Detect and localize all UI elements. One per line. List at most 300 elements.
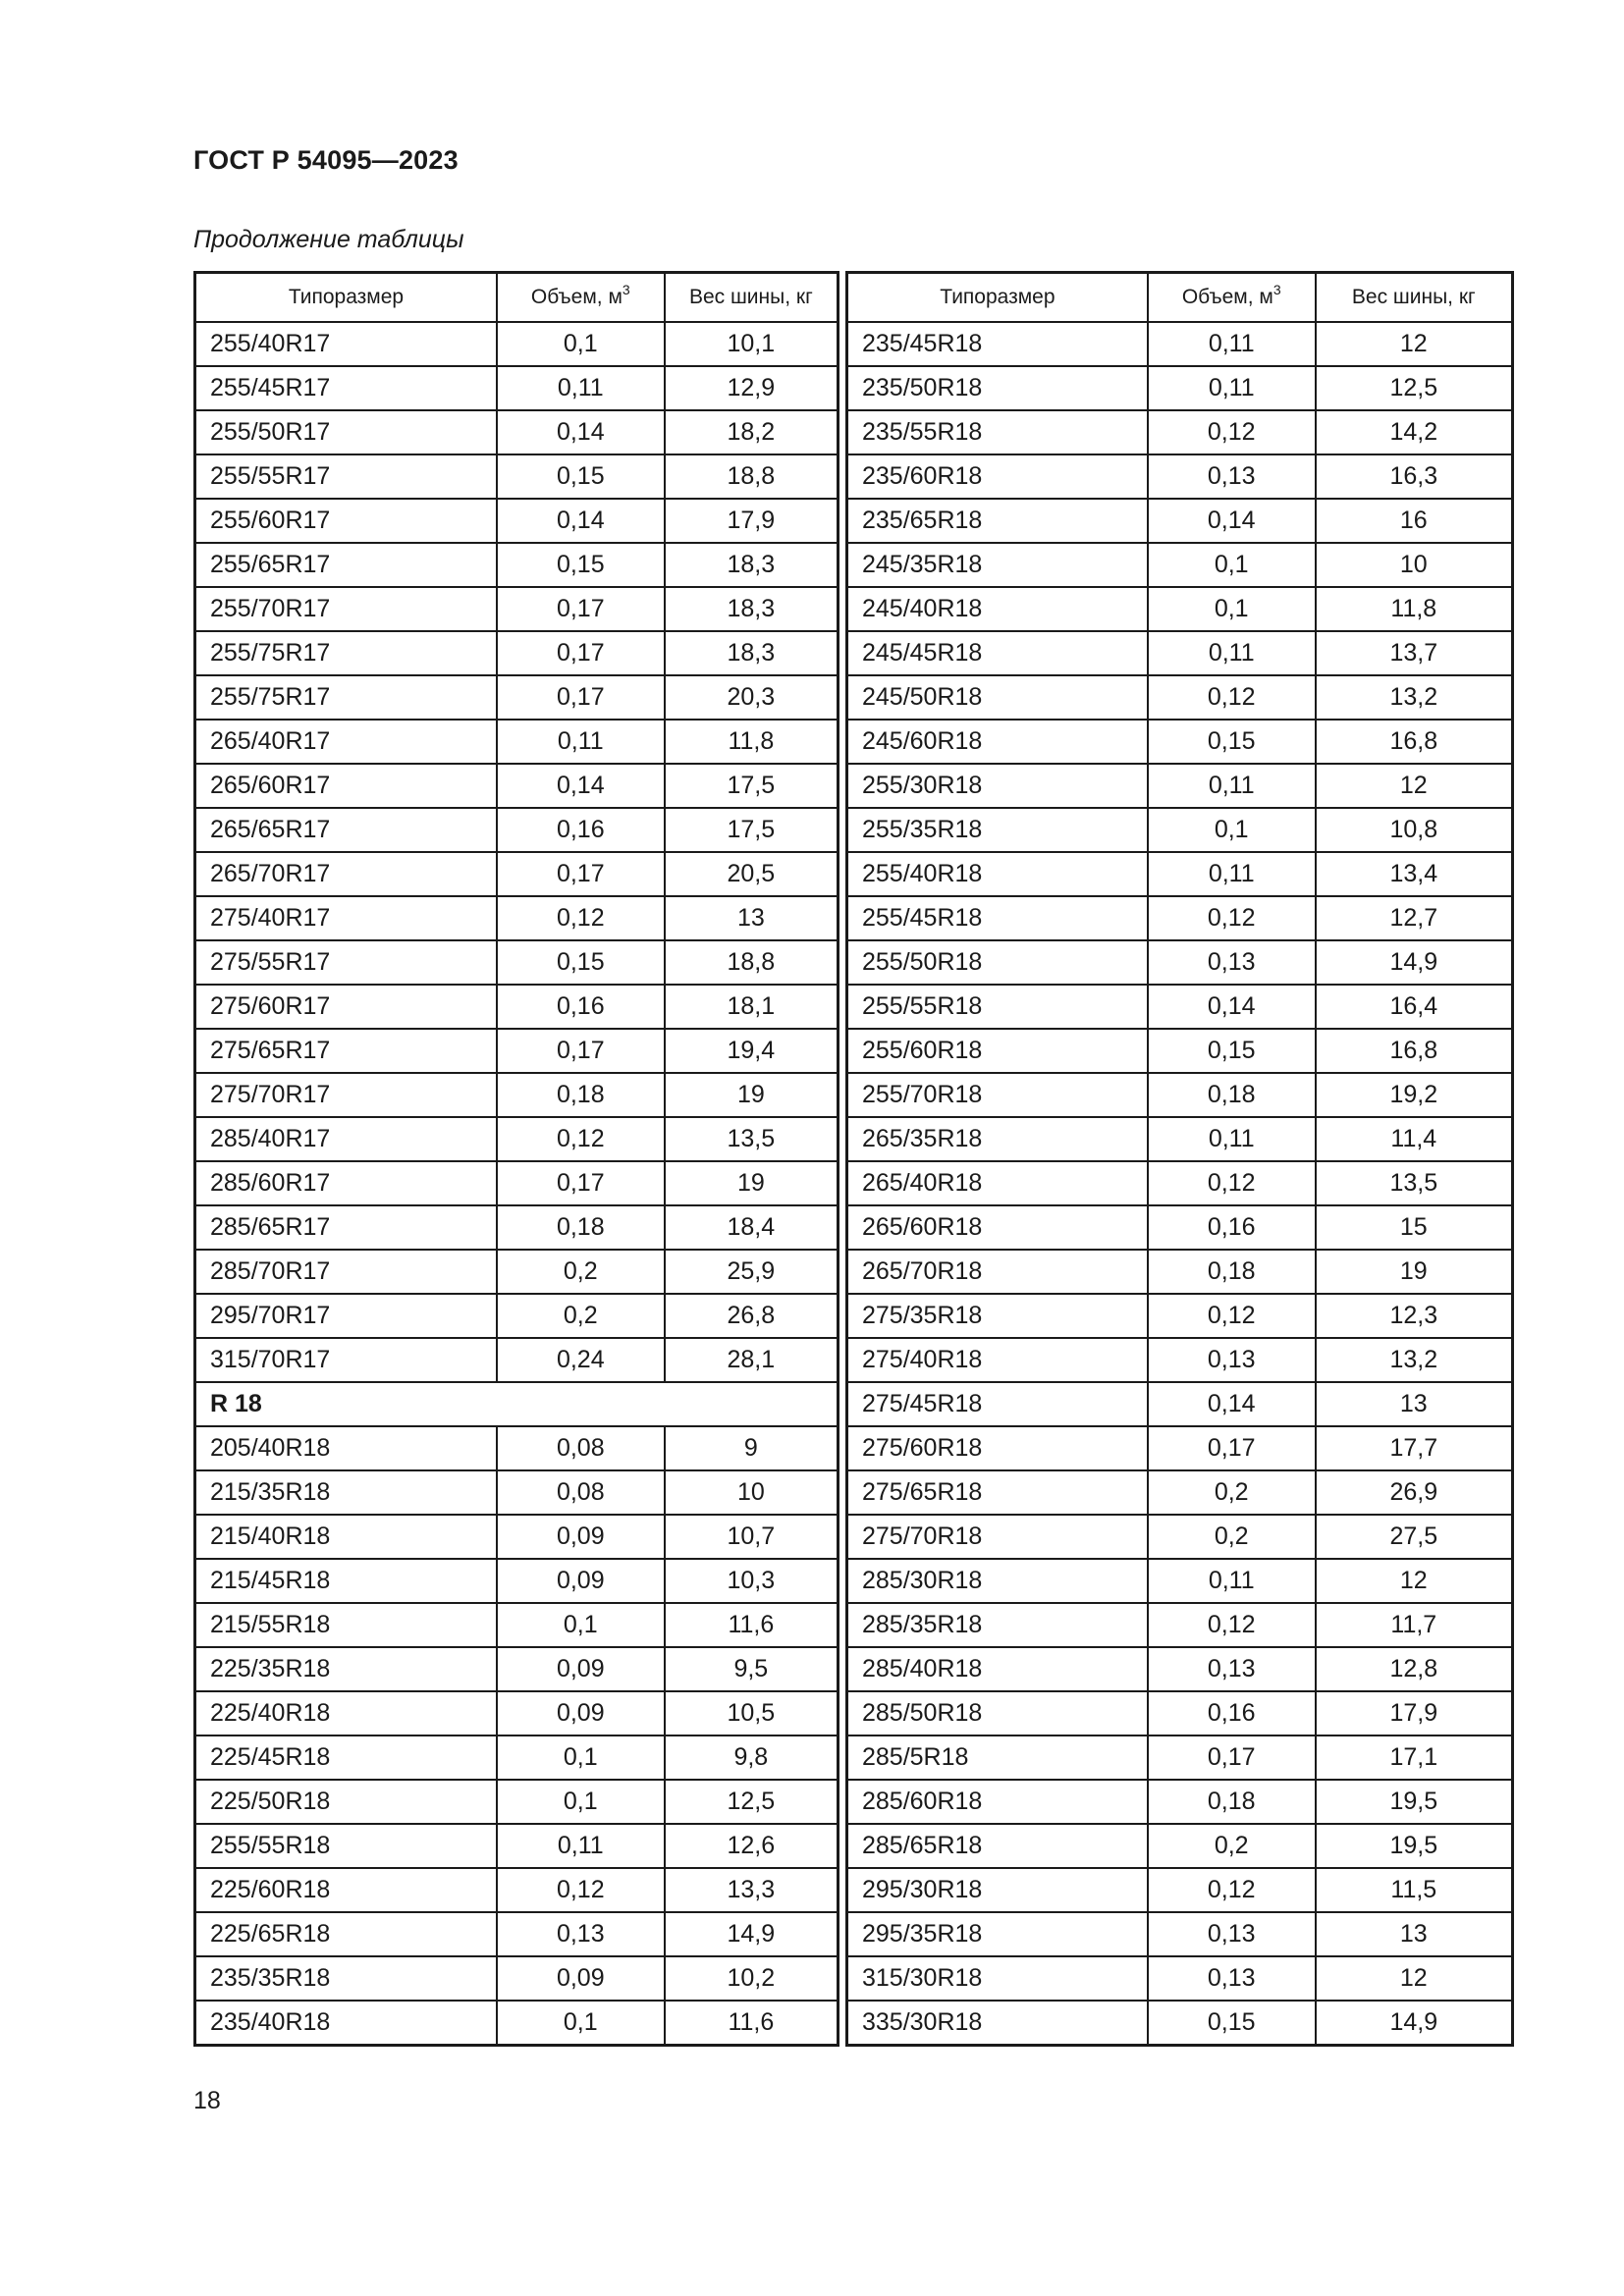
table-row [847,454,1513,499]
table-row [847,1161,1513,1205]
cell-size: 205/40R18 [195,1426,497,1470]
cell-weight: 26,8 [665,1294,839,1338]
cell-volume: 0,13 [1148,940,1316,985]
cell-size: 335/30R18 [847,2001,1148,2046]
cell-size: 245/40R18 [847,587,1148,631]
cell-volume: 0,2 [497,1250,665,1294]
cell-weight: 11,6 [665,1603,839,1647]
cell-size: 255/55R18 [847,985,1148,1029]
cell-weight: 17,1 [1316,1735,1513,1780]
cell-weight: 13,5 [665,1117,839,1161]
cell-weight: 18,2 [665,410,839,454]
cell-weight: 10,7 [665,1515,839,1559]
cell-size: 255/65R17 [195,543,497,587]
cell-weight: 18,3 [665,587,839,631]
cell-size: 285/40R17 [195,1117,497,1161]
cell-volume: 0,09 [497,1515,665,1559]
cell-weight: 10,3 [665,1559,839,1603]
table-row [195,675,839,720]
table-row [195,764,839,808]
cell-size: 225/35R18 [195,1647,497,1691]
table-row [847,1559,1513,1603]
cell-weight: 18,3 [665,543,839,587]
cell-volume: 0,13 [497,1912,665,1956]
cell-size: 265/70R17 [195,852,497,896]
table-row [847,720,1513,764]
cell-volume: 0,17 [1148,1735,1316,1780]
cell-size: 285/50R18 [847,1691,1148,1735]
cell-volume: 0,17 [1148,1426,1316,1470]
cell-size: 255/60R17 [195,499,497,543]
cell-size: 285/70R17 [195,1250,497,1294]
tire-table-left-body [195,322,839,2046]
table-row [195,2001,839,2046]
cell-volume: 0,12 [1148,1603,1316,1647]
cell-weight: 12,9 [665,366,839,410]
table-row [847,1382,1513,1426]
cell-weight: 12 [1316,1559,1513,1603]
cell-weight: 12,5 [1316,366,1513,410]
cell-volume: 0,15 [497,543,665,587]
table-row [195,366,839,410]
cell-weight: 14,2 [1316,410,1513,454]
cell-volume: 0,1 [497,322,665,366]
cell-weight: 13,3 [665,1868,839,1912]
cell-size: 275/40R17 [195,896,497,940]
cell-volume: 0,13 [1148,1912,1316,1956]
table-row [195,499,839,543]
table-row [847,543,1513,587]
cell-volume: 0,11 [497,366,665,410]
cell-weight: 19,5 [1316,1780,1513,1824]
cell-volume: 0,2 [497,1294,665,1338]
column-header-volume [1148,273,1316,323]
cell-size: 235/45R18 [847,322,1148,366]
table-row [195,1117,839,1161]
cell-weight: 13 [1316,1912,1513,1956]
cell-weight: 17,5 [665,764,839,808]
cell-size: 255/55R17 [195,454,497,499]
cell-volume: 0,11 [497,720,665,764]
volume-unit-power: 3 [1272,282,1281,297]
cell-weight: 10,2 [665,1956,839,2001]
cell-weight: 17,7 [1316,1426,1513,1470]
cell-size: 285/60R18 [847,1780,1148,1824]
cell-size: 235/35R18 [195,1956,497,2001]
cell-size: 265/40R18 [847,1161,1148,1205]
cell-weight: 18,1 [665,985,839,1029]
cell-size: 275/60R18 [847,1426,1148,1470]
column-header-volume [497,273,665,323]
cell-size: 225/65R18 [195,1912,497,1956]
cell-size: 255/45R18 [847,896,1148,940]
cell-weight: 26,9 [1316,1470,1513,1515]
cell-size: 265/65R17 [195,808,497,852]
cell-weight: 17,9 [1316,1691,1513,1735]
tire-tables [193,271,1514,2054]
cell-volume: 0,17 [497,587,665,631]
cell-size: 265/35R18 [847,1117,1148,1161]
cell-volume: 0,14 [497,764,665,808]
cell-volume: 0,18 [497,1205,665,1250]
cell-volume: 0,12 [1148,896,1316,940]
cell-size: 265/60R18 [847,1205,1148,1250]
tire-table-right-body [847,322,1513,2046]
table-row [195,1073,839,1117]
cell-weight: 16,4 [1316,985,1513,1029]
cell-size: 275/65R18 [847,1470,1148,1515]
cell-volume: 0,18 [1148,1073,1316,1117]
cell-weight: 18,8 [665,454,839,499]
tire-table-left [193,271,839,2047]
table-row [847,1338,1513,1382]
cell-size: 285/65R17 [195,1205,497,1250]
cell-size: 255/40R18 [847,852,1148,896]
cell-size: 295/35R18 [847,1912,1148,1956]
table-row [847,985,1513,1029]
cell-size: 285/60R17 [195,1161,497,1205]
cell-volume: 0,12 [497,1117,665,1161]
cell-size: 225/40R18 [195,1691,497,1735]
cell-size: 285/30R18 [847,1559,1148,1603]
cell-volume: 0,11 [1148,764,1316,808]
cell-size: 235/40R18 [195,2001,497,2046]
table-row [195,985,839,1029]
table-row [847,1912,1513,1956]
column-header-volume-label: Объем, м [530,286,623,308]
cell-weight: 13,7 [1316,631,1513,675]
table-row [847,852,1513,896]
table-row [195,940,839,985]
cell-volume: 0,17 [497,631,665,675]
cell-weight: 28,1 [665,1338,839,1382]
cell-weight: 12,7 [1316,896,1513,940]
volume-unit-power: 3 [622,282,630,297]
cell-weight: 16,8 [1316,1029,1513,1073]
cell-size: 255/70R18 [847,1073,1148,1117]
table-row [195,1338,839,1382]
cell-weight: 19,5 [1316,1824,1513,1868]
table-row [195,1780,839,1824]
cell-size: 255/50R18 [847,940,1148,985]
cell-weight: 19 [1316,1250,1513,1294]
table-row [195,1294,839,1338]
cell-volume: 0,11 [1148,322,1316,366]
cell-volume: 0,13 [1148,1338,1316,1382]
cell-volume: 0,24 [497,1338,665,1382]
table-header-row [847,273,1513,323]
cell-volume: 0,1 [1148,587,1316,631]
cell-weight: 20,5 [665,852,839,896]
table-row [195,1824,839,1868]
cell-volume: 0,11 [497,1824,665,1868]
cell-size: 245/50R18 [847,675,1148,720]
cell-volume: 0,1 [497,2001,665,2046]
table-row [195,1470,839,1515]
table-row [847,896,1513,940]
cell-volume: 0,16 [1148,1205,1316,1250]
cell-size: 275/45R18 [847,1382,1148,1426]
cell-size: 275/65R17 [195,1029,497,1073]
cell-volume: 0,12 [497,1868,665,1912]
document-header: ГОСТ Р 54095—2023 [193,145,459,175]
cell-weight: 19 [665,1073,839,1117]
table-row [195,1029,839,1073]
table-row [195,1735,839,1780]
cell-size: 245/45R18 [847,631,1148,675]
cell-volume: 0,18 [1148,1250,1316,1294]
cell-size: 285/5R18 [847,1735,1148,1780]
cell-weight: 11,7 [1316,1603,1513,1647]
table-row [195,543,839,587]
cell-volume: 0,09 [497,1647,665,1691]
cell-size: 235/60R18 [847,454,1148,499]
cell-size: 235/55R18 [847,410,1148,454]
cell-size: 255/70R17 [195,587,497,631]
column-header-weight: Вес шины, кг [665,273,839,323]
cell-volume: 0,12 [1148,1868,1316,1912]
cell-size: 255/55R18 [195,1824,497,1868]
cell-weight: 9 [665,1426,839,1470]
table-row [847,1603,1513,1647]
cell-size: 275/70R18 [847,1515,1148,1559]
cell-weight: 11,8 [1316,587,1513,631]
cell-weight: 10,1 [665,322,839,366]
table-row [195,631,839,675]
table-row [195,852,839,896]
table-header-row [195,273,839,323]
cell-size: 275/55R17 [195,940,497,985]
table-row [195,1647,839,1691]
table-row [847,1426,1513,1470]
cell-size: 275/70R17 [195,1073,497,1117]
cell-volume: 0,15 [1148,1029,1316,1073]
column-header-volume-label: Объем, м [1181,286,1273,308]
cell-volume: 0,11 [1148,1559,1316,1603]
cell-weight: 12 [1316,764,1513,808]
table-row [195,1161,839,1205]
tire-table-right [845,271,1514,2047]
cell-size: 285/35R18 [847,1603,1148,1647]
column-header-size: Типоразмер [195,273,497,323]
table-row [847,410,1513,454]
table-row [195,1205,839,1250]
table-row [195,1868,839,1912]
cell-weight: 19,4 [665,1029,839,1073]
cell-size: 255/40R17 [195,322,497,366]
cell-volume: 0,17 [497,852,665,896]
cell-volume: 0,14 [497,499,665,543]
table-row [847,1868,1513,1912]
cell-volume: 0,2 [1148,1470,1316,1515]
cell-volume: 0,09 [497,1691,665,1735]
table-caption: Продолжение таблицы [193,226,464,253]
cell-size: 255/45R17 [195,366,497,410]
cell-weight: 13,5 [1316,1161,1513,1205]
cell-weight: 18,3 [665,631,839,675]
table-row [847,1824,1513,1868]
cell-weight: 12 [1316,1956,1513,2001]
table-row [847,1117,1513,1161]
cell-volume: 0,2 [1148,1515,1316,1559]
cell-weight: 15 [1316,1205,1513,1250]
table-row [847,675,1513,720]
cell-weight: 12 [1316,322,1513,366]
table-row [847,1956,1513,2001]
cell-weight: 13,4 [1316,852,1513,896]
table-row [847,1250,1513,1294]
cell-volume: 0,17 [497,1029,665,1073]
cell-weight: 14,9 [1316,2001,1513,2046]
cell-volume: 0,2 [1148,1824,1316,1868]
cell-volume: 0,17 [497,675,665,720]
cell-weight: 11,5 [1316,1868,1513,1912]
cell-size: 255/60R18 [847,1029,1148,1073]
cell-volume: 0,16 [1148,1691,1316,1735]
table-row [847,1470,1513,1515]
table-row [847,1691,1513,1735]
cell-weight: 19,2 [1316,1073,1513,1117]
cell-volume: 0,11 [1148,631,1316,675]
cell-weight: 11,4 [1316,1117,1513,1161]
cell-size: 275/40R18 [847,1338,1148,1382]
cell-volume: 0,15 [1148,2001,1316,2046]
cell-size: 315/70R17 [195,1338,497,1382]
cell-weight: 10 [1316,543,1513,587]
cell-volume: 0,14 [1148,1382,1316,1426]
cell-weight: 20,3 [665,675,839,720]
cell-size: 255/30R18 [847,764,1148,808]
cell-size: 215/40R18 [195,1515,497,1559]
cell-volume: 0,15 [497,454,665,499]
cell-volume: 0,14 [1148,985,1316,1029]
table-row [847,1029,1513,1073]
cell-size: 215/45R18 [195,1559,497,1603]
table-row [847,322,1513,366]
cell-volume: 0,1 [497,1603,665,1647]
cell-size: 235/50R18 [847,366,1148,410]
cell-size: 245/60R18 [847,720,1148,764]
cell-volume: 0,09 [497,1559,665,1603]
cell-volume: 0,12 [497,896,665,940]
table-row [195,808,839,852]
cell-weight: 12,5 [665,1780,839,1824]
table-row [195,322,839,366]
table-row [847,2001,1513,2046]
cell-weight: 12,3 [1316,1294,1513,1338]
group-label: R 18 [195,1382,839,1426]
table-row [847,1205,1513,1250]
cell-weight: 13,2 [1316,1338,1513,1382]
cell-volume: 0,13 [1148,1956,1316,2001]
table-row [847,366,1513,410]
table-row [195,410,839,454]
cell-weight: 18,8 [665,940,839,985]
table-row [847,631,1513,675]
cell-volume: 0,18 [497,1073,665,1117]
cell-weight: 16,8 [1316,720,1513,764]
cell-weight: 13 [665,896,839,940]
cell-weight: 12,8 [1316,1647,1513,1691]
cell-size: 265/70R18 [847,1250,1148,1294]
cell-size: 255/75R17 [195,675,497,720]
table-row [195,1603,839,1647]
cell-size: 295/70R17 [195,1294,497,1338]
table-row [847,940,1513,985]
cell-weight: 14,9 [665,1912,839,1956]
cell-weight: 10 [665,1470,839,1515]
cell-weight: 14,9 [1316,940,1513,985]
cell-weight: 9,8 [665,1735,839,1780]
cell-volume: 0,1 [1148,543,1316,587]
cell-weight: 16,3 [1316,454,1513,499]
cell-size: 215/35R18 [195,1470,497,1515]
cell-volume: 0,09 [497,1956,665,2001]
cell-volume: 0,15 [497,940,665,985]
table-row [847,808,1513,852]
cell-volume: 0,08 [497,1426,665,1470]
cell-volume: 0,12 [1148,675,1316,720]
cell-weight: 12,6 [665,1824,839,1868]
table-row [195,1912,839,1956]
table-row [847,1647,1513,1691]
cell-weight: 19 [665,1161,839,1205]
cell-weight: 11,6 [665,2001,839,2046]
cell-size: 285/65R18 [847,1824,1148,1868]
cell-size: 245/35R18 [847,543,1148,587]
cell-size: 315/30R18 [847,1956,1148,2001]
table-row [847,764,1513,808]
cell-size: 225/50R18 [195,1780,497,1824]
cell-weight: 9,5 [665,1647,839,1691]
cell-size: 215/55R18 [195,1603,497,1647]
cell-volume: 0,08 [497,1470,665,1515]
table-row [195,454,839,499]
cell-volume: 0,12 [1148,1294,1316,1338]
cell-volume: 0,18 [1148,1780,1316,1824]
cell-weight: 18,4 [665,1205,839,1250]
cell-weight: 10,8 [1316,808,1513,852]
cell-weight: 16 [1316,499,1513,543]
cell-volume: 0,11 [1148,852,1316,896]
cell-volume: 0,17 [497,1161,665,1205]
cell-volume: 0,1 [497,1735,665,1780]
page-number: 18 [193,2087,221,2114]
cell-volume: 0,14 [497,410,665,454]
cell-weight: 11,8 [665,720,839,764]
cell-volume: 0,1 [1148,808,1316,852]
cell-weight: 25,9 [665,1250,839,1294]
cell-volume: 0,16 [497,808,665,852]
cell-weight: 10,5 [665,1691,839,1735]
cell-volume: 0,13 [1148,454,1316,499]
cell-size: 295/30R18 [847,1868,1148,1912]
column-header-weight: Вес шины, кг [1316,273,1513,323]
cell-size: 255/50R17 [195,410,497,454]
cell-size: 255/35R18 [847,808,1148,852]
table-row [847,587,1513,631]
cell-size: 235/65R18 [847,499,1148,543]
cell-volume: 0,1 [497,1780,665,1824]
cell-volume: 0,11 [1148,1117,1316,1161]
table-row [195,1956,839,2001]
cell-volume: 0,15 [1148,720,1316,764]
table-row [195,1515,839,1559]
table-row [847,1515,1513,1559]
cell-volume: 0,12 [1148,1161,1316,1205]
table-row [195,1426,839,1470]
cell-volume: 0,11 [1148,366,1316,410]
